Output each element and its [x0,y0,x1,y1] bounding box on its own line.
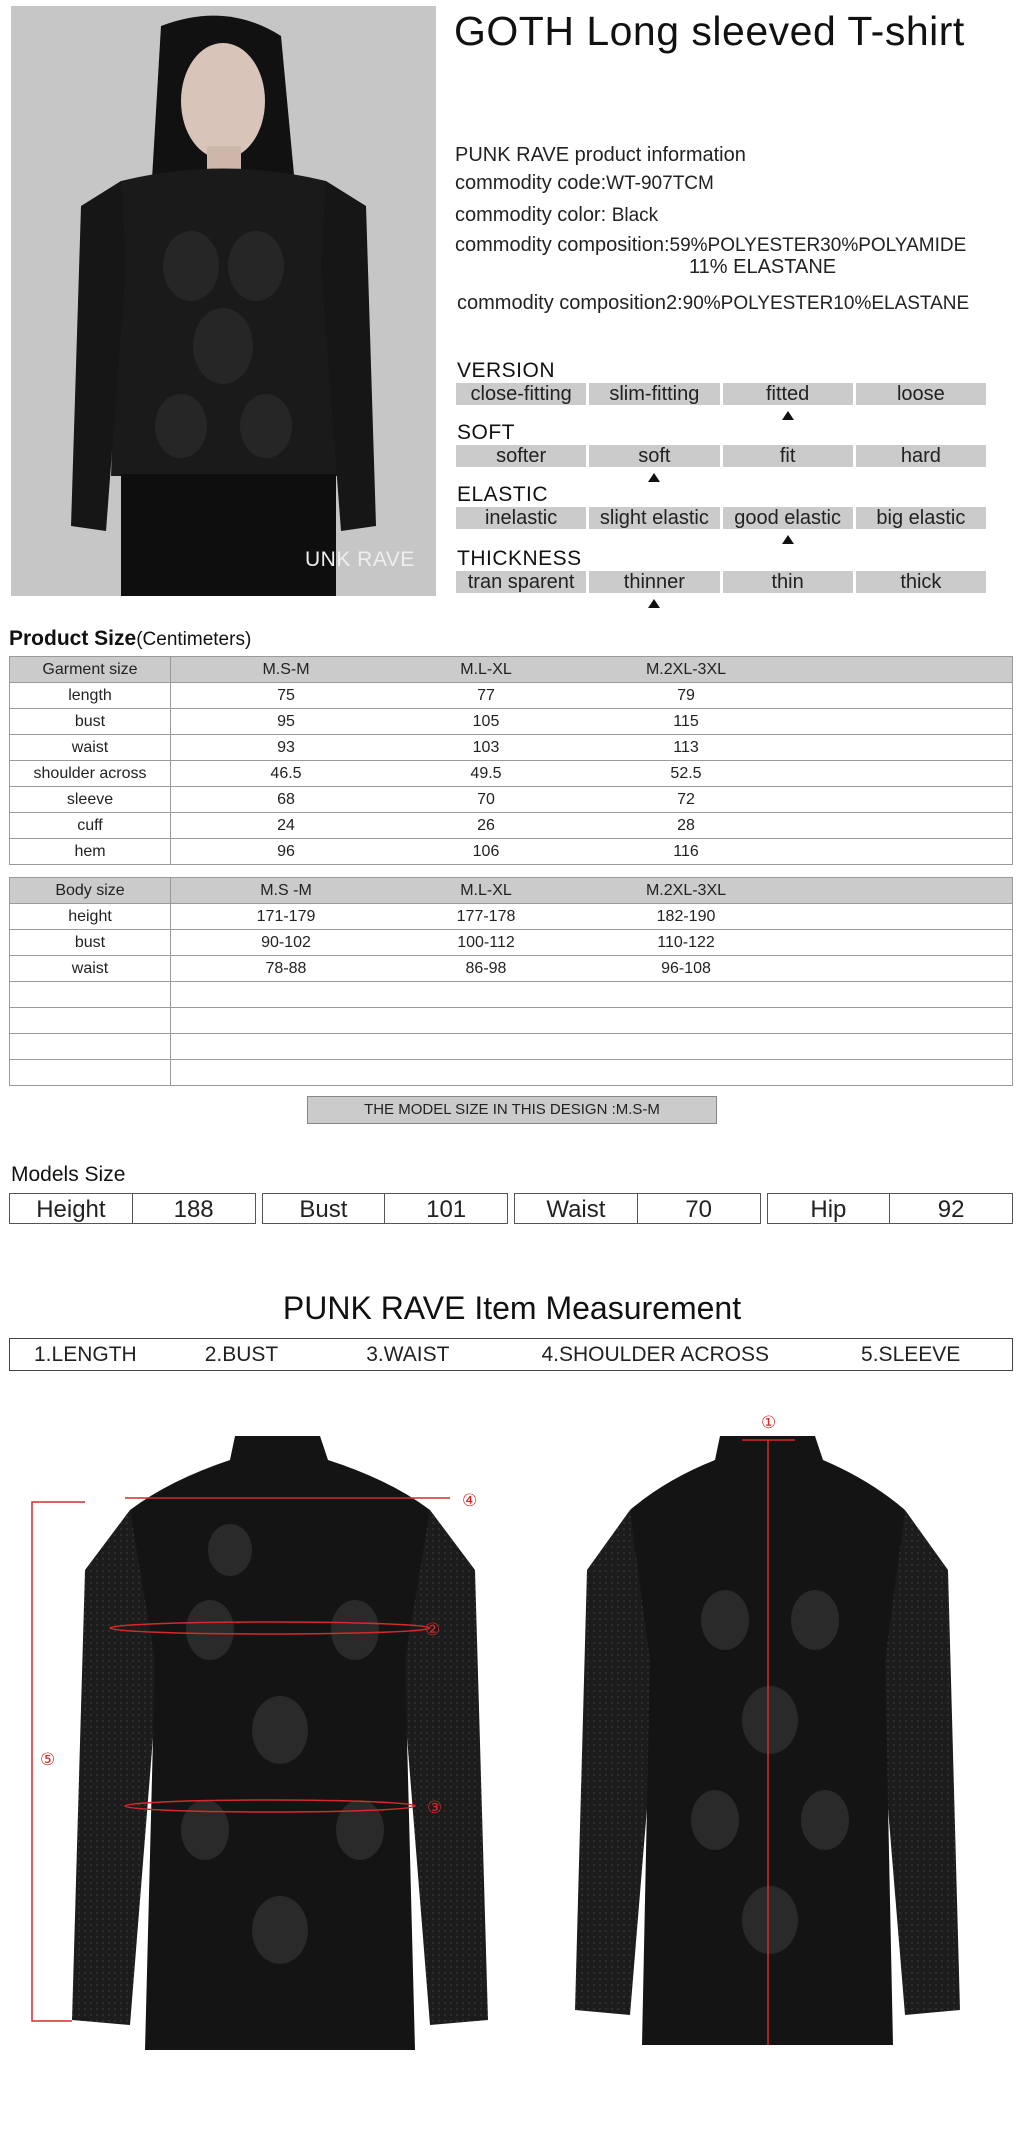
scale-option: big elastic [856,507,986,529]
attr-title-thickness: THICKNESS [457,547,582,570]
scale-option: thinner [589,571,719,593]
row-values [171,761,1013,787]
comp-value-line2: 11% ELASTANE [689,256,837,278]
selected-marker-icon [648,599,660,608]
table-cell: 70 [477,790,495,808]
table-cell: 26 [477,816,495,834]
product-photo [11,6,436,596]
table-cell: 95 [277,712,295,730]
row-values [171,878,1013,904]
table-cell: M.2XL-3XL [645,660,727,678]
measure-item: 1.LENGTH [34,1343,137,1366]
row-label: cuff [10,813,171,839]
model-measure-height [9,1193,256,1224]
row-values [171,657,1013,683]
model-measure-label: Waist [546,1196,606,1223]
table-cell: M.S-M [262,660,310,678]
table-cell: 46.5 [270,764,302,782]
product-size-title [9,627,251,651]
shirt-front-illustration [10,1400,510,2050]
row-label: sleeve [10,787,171,813]
scale-option: thick [856,571,986,593]
row-label: length [10,683,171,709]
product-title: GOTH Long sleeved T-shirt [454,8,965,54]
comp-label: commodity composition: [455,234,670,256]
comp-value-line1: 59%POLYESTER30%POLYAMIDE [669,235,967,256]
measurement-title: PUNK RAVE Item Measurement [282,1290,742,1326]
table-cell: 113 [673,738,699,756]
model-measure-value: 92 [889,1194,1012,1223]
row-values [171,1034,1013,1060]
scale-option: hard [856,445,986,467]
table-cell: 116 [673,842,699,860]
marker-4: ④ [462,1491,478,1511]
shirt-back-diagram [525,1400,1024,2050]
row-values [171,839,1013,865]
model-measure-label: Height [36,1196,106,1223]
row-values [171,930,1013,956]
row-values [171,1008,1013,1034]
row-label: bust [10,930,171,956]
model-measure-value: 70 [637,1194,760,1223]
row-label [10,982,171,1008]
table-row [10,956,1013,982]
measurement-legend [9,1338,1013,1371]
scale-version [456,383,986,405]
code-value: WT-907TCM [606,173,714,194]
row-values [171,683,1013,709]
scale-option: fit [723,445,853,467]
table-cell: 49.5 [470,764,502,782]
scale-thickness [456,571,986,593]
measure-item: 2.BUST [204,1343,279,1366]
selected-marker-icon [648,473,660,482]
table-row [10,1060,1013,1086]
row-label [10,1060,171,1086]
model-measure-hip [767,1193,1014,1224]
table-cell: 96 [277,842,295,860]
commodity-color [455,204,658,227]
table-header-row [10,878,1013,904]
table-cell: 182-190 [656,907,716,925]
body-size-table [9,877,1013,1086]
marker-3: ③ [427,1798,443,1818]
table-cell: 100-112 [457,933,515,951]
table-cell: 105 [472,712,500,730]
selected-marker-icon [782,535,794,544]
attr-title-elastic: ELASTIC [457,483,549,506]
table-header-row [10,657,1013,683]
scale-option: inelastic [456,507,586,529]
table-row [10,813,1013,839]
table-cell: 171-179 [256,907,316,925]
models-size-row [9,1193,1013,1224]
row-values [171,735,1013,761]
table-cell: 115 [673,712,699,730]
table-row [10,982,1013,1008]
table-cell: 75 [277,686,295,704]
comp2-label: commodity composition2: [457,292,683,314]
table-row [10,761,1013,787]
table-cell: 106 [472,842,500,860]
table-cell: 72 [677,790,695,808]
scale-option: good elastic [723,507,853,529]
scale-option: tran sparent [456,571,586,593]
models-size-title: Models Size [11,1163,126,1186]
model-measure-waist [514,1193,761,1224]
row-values [171,956,1013,982]
row-label: height [10,904,171,930]
table-cell: M.L-XL [460,881,512,899]
table-cell: M.S -M [260,881,312,899]
measure-item: 3.WAIST [366,1343,450,1366]
table-row [10,1034,1013,1060]
scale-option: slim-fitting [589,383,719,405]
row-label: waist [10,735,171,761]
marker-2: ② [425,1620,441,1640]
table-cell: 86-98 [465,959,507,977]
row-label [10,1034,171,1060]
row-label: Body size [10,878,171,904]
model-measure-label: Bust [299,1196,348,1223]
row-values [171,982,1013,1008]
info-heading: PUNK RAVE product information [455,144,746,166]
row-label: waist [10,956,171,982]
commodity-composition [455,234,966,257]
table-row [10,1008,1013,1034]
commodity-code [455,172,714,195]
scale-option: softer [456,445,586,467]
shirt-front-diagram [10,1400,570,2050]
color-label: commodity color: [455,204,607,226]
table-cell: 96-108 [661,959,711,977]
row-label: Garment size [10,657,171,683]
scale-option: thin [723,571,853,593]
table-row [10,683,1013,709]
attr-title-soft: SOFT [457,421,515,444]
marker-5: ⑤ [40,1750,56,1770]
model-measure-value: 101 [384,1194,507,1223]
product-size-heading: Product Size [9,627,137,650]
measure-item: 5.SLEEVE [861,1343,961,1366]
table-cell: M.L-XL [460,660,512,678]
table-row [10,735,1013,761]
table-cell: M.2XL-3XL [645,881,727,899]
table-row [10,904,1013,930]
selected-marker-icon [782,411,794,420]
row-label: hem [10,839,171,865]
watermark: UNK RAVE [305,548,415,571]
row-values [171,904,1013,930]
garment-size-table [9,656,1013,865]
model-size-note: THE MODEL SIZE IN THIS DESIGN :M.S-M [307,1096,717,1124]
model-measure-bust [262,1193,509,1224]
attr-title-version: VERSION [457,359,556,382]
model-measure-label: Hip [810,1196,847,1223]
row-values [171,787,1013,813]
color-value: Black [611,205,659,226]
scale-option: fitted [723,383,853,405]
table-cell: 110-122 [657,933,715,951]
product-size-unit: (Centimeters) [136,629,252,650]
table-cell: 24 [277,816,295,834]
table-cell: 77 [477,686,495,704]
row-values [171,1060,1013,1086]
model-figure-illustration [11,6,436,596]
table-cell: 93 [277,738,295,756]
scale-option: close-fitting [456,383,586,405]
table-cell: 103 [472,738,500,756]
table-cell: 79 [677,686,695,704]
table-row [10,709,1013,735]
row-label: shoulder across [10,761,171,787]
table-cell: 68 [277,790,295,808]
table-cell: 28 [677,816,695,834]
table-cell: 78-88 [265,959,307,977]
scale-option: soft [589,445,719,467]
table-cell: 52.5 [670,764,702,782]
scale-elastic [456,507,986,529]
table-row [10,839,1013,865]
measure-item: 4.SHOULDER ACROSS [541,1343,770,1366]
table-cell: 177-178 [456,907,516,925]
row-label: bust [10,709,171,735]
table-row [10,930,1013,956]
commodity-composition2 [457,292,969,315]
marker-1: ① [761,1413,777,1433]
comp2-value: 90%POLYESTER10%ELASTANE [682,293,970,314]
row-label [10,1008,171,1034]
table-row [10,787,1013,813]
row-values [171,813,1013,839]
model-measure-value: 188 [132,1194,255,1223]
scale-option: loose [856,383,986,405]
code-label: commodity code: [455,172,607,194]
scale-soft [456,445,986,467]
scale-option: slight elastic [589,507,719,529]
row-values [171,709,1013,735]
shirt-back-illustration [525,1400,985,2050]
table-cell: 90-102 [261,933,311,951]
